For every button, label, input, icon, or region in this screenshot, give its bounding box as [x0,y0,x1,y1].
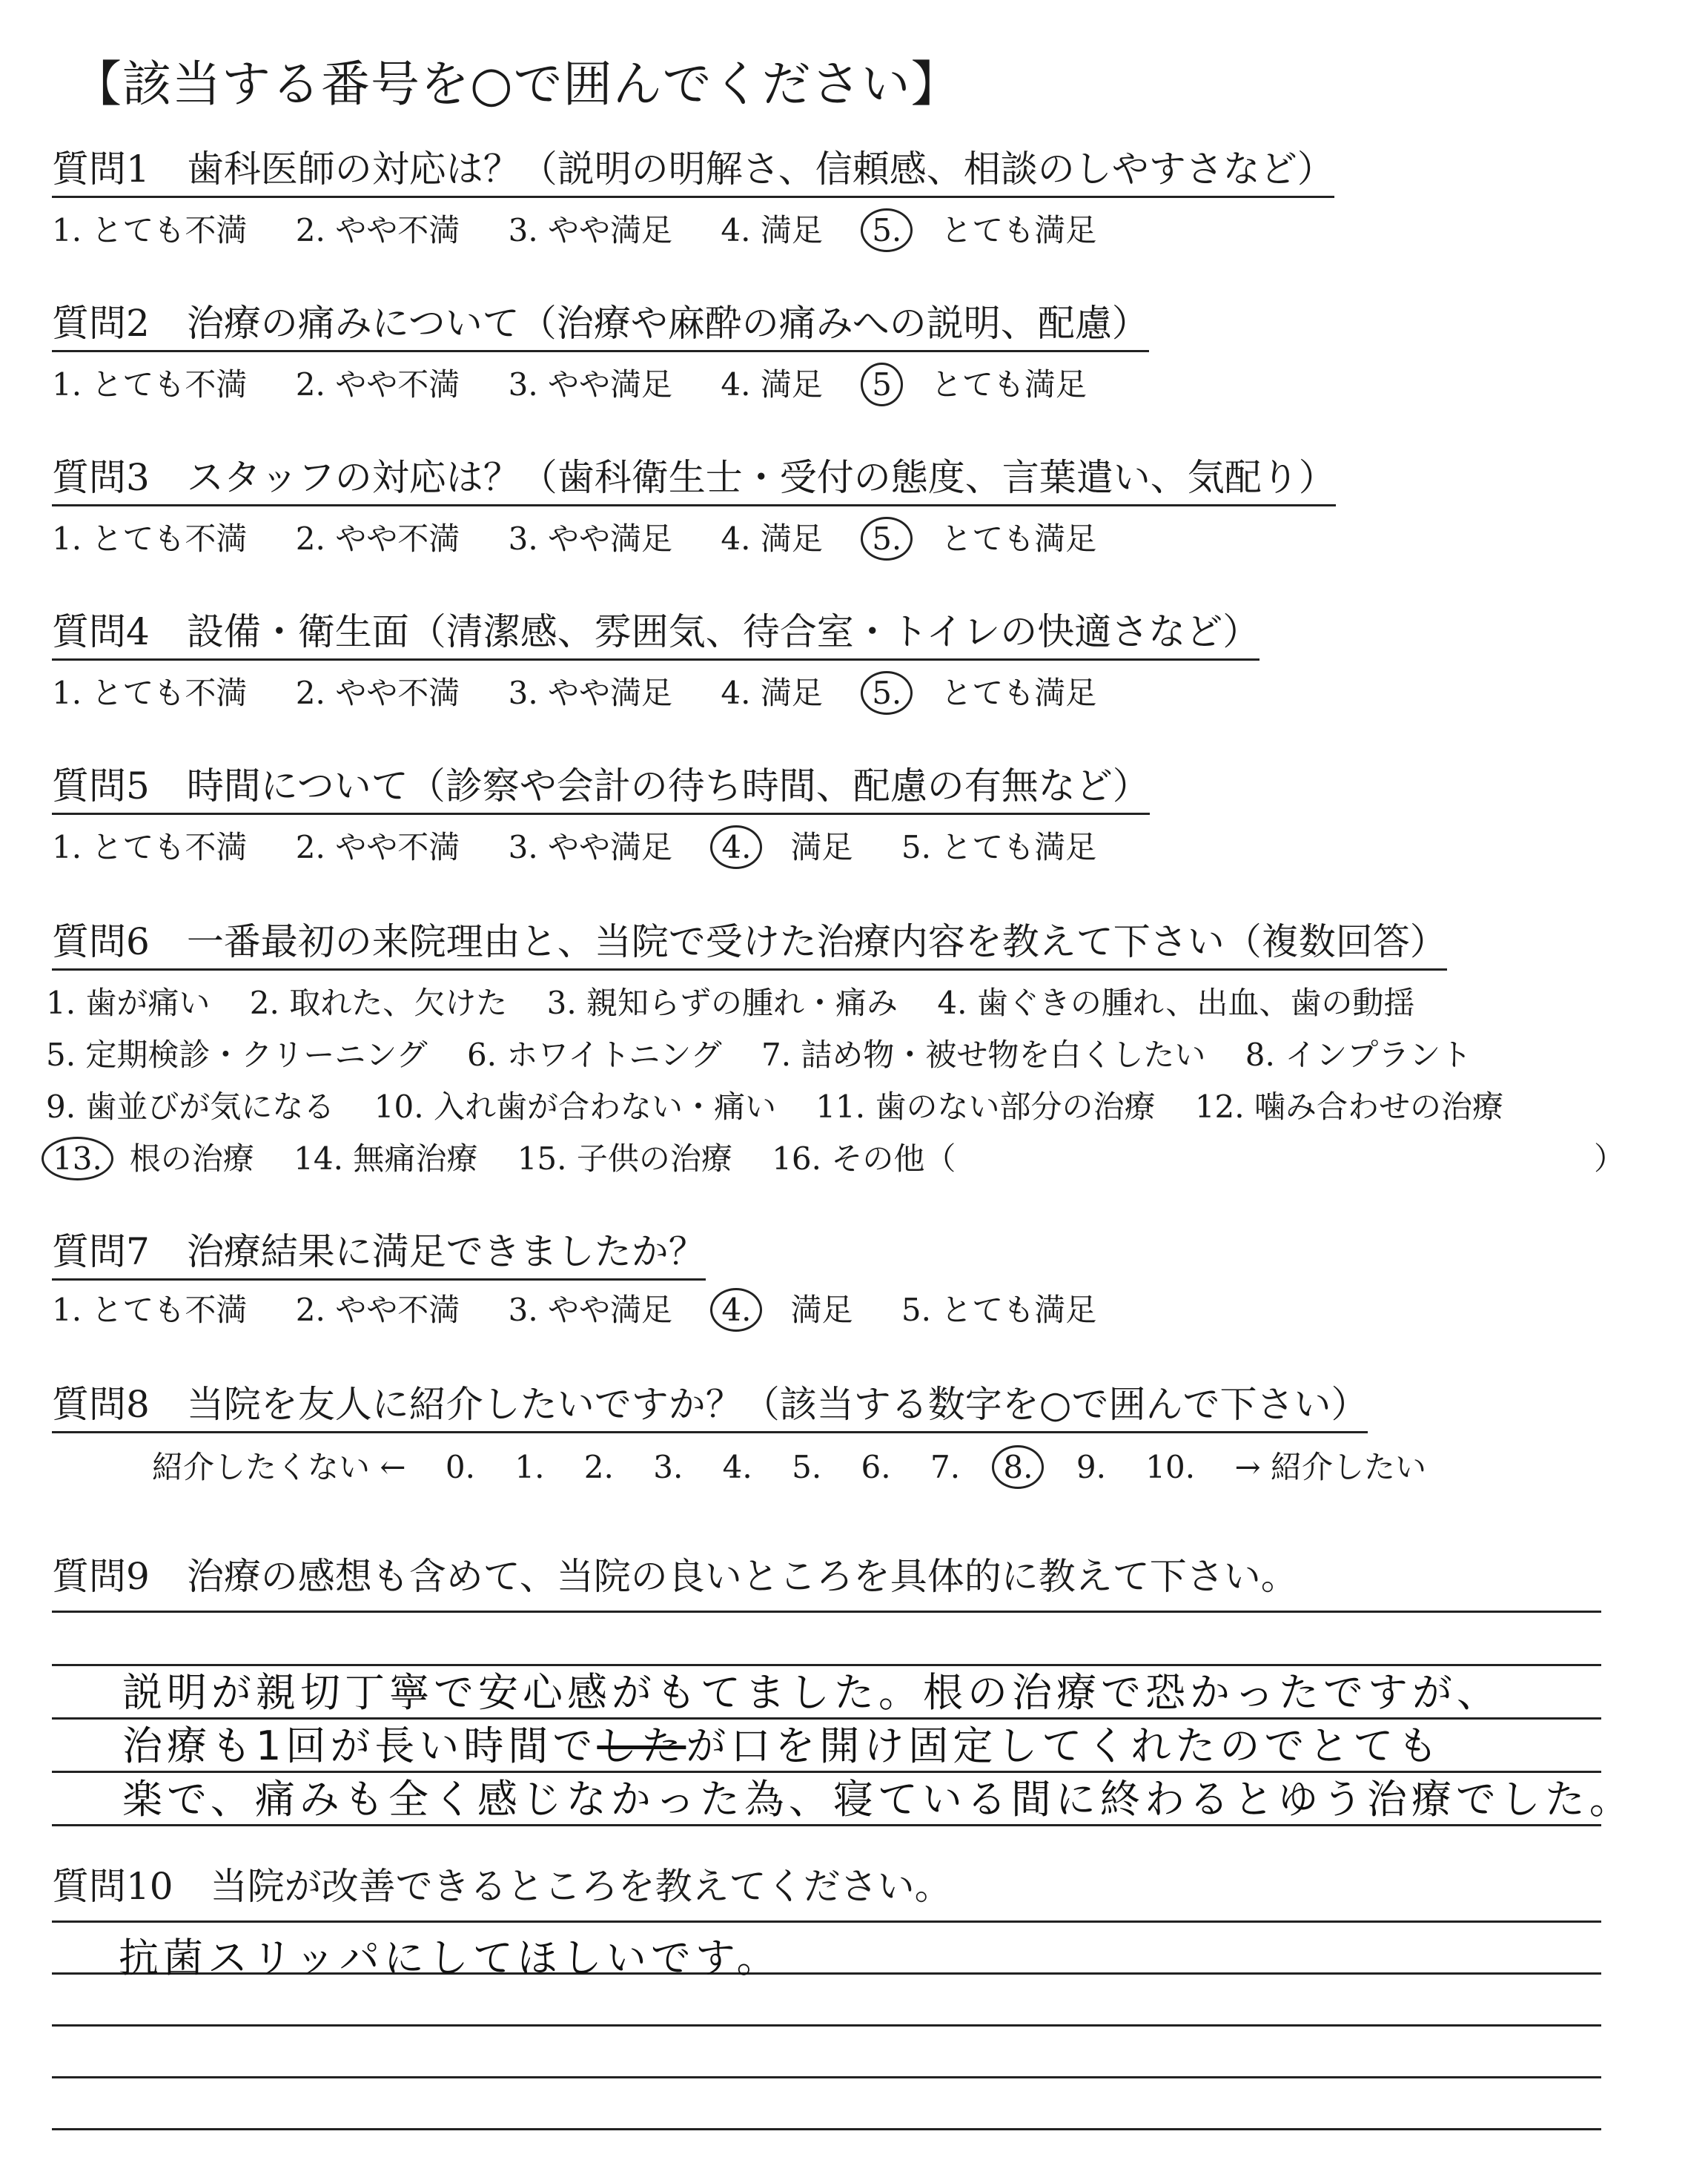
q6-row-2 [46,1031,1501,1075]
option-1[interactable]: 1. とても不満 [52,675,248,711]
q8-scale [152,1443,1456,1489]
scale-number[interactable]: 10. [1145,1449,1196,1485]
option-2[interactable]: 2. やや不満 [295,212,460,248]
option-1[interactable]: 1. とても不満 [52,366,248,403]
q6-option[interactable]: 10. 入れ歯が合わない・痛い [374,1089,776,1125]
q10-answer[interactable]: 抗菌スリッパにしてほしいです。 [119,1935,781,1981]
option-4-label: 満足 [790,829,853,865]
q9-answer-text: が口を開け固定してくれたのでとても [686,1723,1443,1769]
option-5-label: とても満足 [941,675,1097,711]
scale-number[interactable]: 0. [445,1449,475,1485]
question-text: 当院が改善できるところを教えてください。 [210,1865,952,1908]
answer-line [52,2128,1601,2130]
q9-crossed-out-text: した [597,1723,686,1769]
option-1[interactable]: 1. とても不満 [52,1292,248,1328]
q9-answer-line-2[interactable] [122,1714,1442,1771]
selected-option-circle[interactable]: 5 [861,363,903,406]
q6-option[interactable]: 3. 親知らずの腫れ・痛み [546,985,898,1021]
q6-row-4 [46,1135,985,1180]
question-1-options [52,206,1096,252]
q6-option[interactable]: 根の治療 [129,1140,254,1177]
selected-option-circle[interactable]: 5. [861,517,913,561]
question-7-title [52,1231,706,1281]
option-4[interactable]: 4. 満足 [721,675,823,711]
question-text: 治療の感想も含めて、当院の良いところを具体的に教えて下さい。 [186,1555,1298,1598]
q6-option[interactable]: 7. 詰め物・被せ物を白くしたい [761,1037,1206,1073]
q9-answer-text: 治療も1回が長い時間で [122,1723,598,1769]
question-6-title [52,921,1447,971]
q9-answer-text: ている間に終わるとゆう治療でした。 [877,1776,1634,1823]
question-label: 質問6 [52,920,150,963]
option-5-label: とても満足 [930,366,1087,403]
question-2-options [52,360,1087,406]
q9-answer-line-3[interactable] [122,1768,1634,1825]
q6-option[interactable]: 8. インプラント [1245,1037,1472,1073]
scale-number[interactable]: 7. [930,1449,961,1485]
scale-number[interactable]: 3. [653,1449,683,1485]
q6-option-other[interactable]: 16. その他（ [772,1140,956,1177]
scale-left-label: 紹介したくない ← [152,1449,406,1485]
option-3[interactable]: 3. やや満足 [508,521,673,557]
option-5[interactable]: 5. とても満足 [901,1292,1097,1328]
option-5[interactable]: 5. とても満足 [901,829,1097,865]
question-text: 治療結果に満足できましたか？ [186,1230,706,1273]
option-2[interactable]: 2. やや不満 [295,675,460,711]
question-label: 質問1 [52,148,150,191]
question-10-title [52,1857,952,1910]
question-5-title [52,765,1150,815]
q6-option[interactable]: 2. 取れた、欠けた [249,985,508,1021]
selected-option-circle[interactable]: 8. [992,1445,1044,1489]
selected-option-circle[interactable]: 5. [861,208,913,252]
selected-option-circle[interactable]: 13. [42,1137,113,1180]
question-label: 質問4 [52,610,150,653]
q9-answer-line-1[interactable]: 説明が親切丁寧で安心感がもてました。根の治療で恐かったですが、 [122,1669,1501,1716]
option-3[interactable]: 3. やや満足 [508,675,673,711]
option-3[interactable]: 3. やや満足 [508,829,673,865]
question-5-options [52,823,1135,869]
question-8-title [52,1384,1368,1433]
selected-option-circle[interactable]: 4. [710,825,762,869]
q6-row-1 [46,979,1444,1023]
scale-number[interactable]: 2. [583,1449,614,1485]
scale-number[interactable]: 4. [722,1449,752,1485]
question-label: 質問10 [52,1865,173,1908]
answer-line [52,2024,1601,2027]
scale-number[interactable]: 6. [861,1449,891,1485]
q6-option[interactable]: 6. ホワイトニング [466,1037,722,1073]
selected-option-circle[interactable]: 5. [861,671,913,715]
page-title: 【該当する番号を○で囲んでください】 [73,56,961,113]
question-label: 質問9 [52,1555,150,1598]
question-text: 時間について（診察や会計の待ち時間、配慮の有無など） [186,764,1150,807]
q6-row-3 [46,1083,1533,1127]
question-2-title [52,303,1149,352]
question-9-title [52,1547,1298,1600]
option-4[interactable]: 4. 満足 [721,212,823,248]
scale-number[interactable]: 5. [792,1449,822,1485]
question-label: 質問7 [52,1230,150,1273]
q6-option[interactable]: 15. 子供の治療 [517,1140,732,1177]
q6-option[interactable]: 4. 歯ぐきの腫れ、出血、歯の動揺 [937,985,1415,1021]
question-text: 歯科医師の対応は？（説明の明解さ、信頼感、相談のしやすさなど） [186,148,1334,191]
option-5-label: とても満足 [941,212,1097,248]
option-3[interactable]: 3. やや満足 [508,212,673,248]
option-1[interactable]: 1. とても不満 [52,829,248,865]
q6-option[interactable]: 1. 歯が痛い [46,985,211,1021]
question-4-title [52,611,1260,661]
question-text: 設備・衛生面（清潔感、雰囲気、待合室・トイレの快適さなど） [186,610,1260,653]
scale-right-label: → 紹介したい [1234,1449,1426,1485]
option-3[interactable]: 3. やや満足 [508,366,673,403]
option-2[interactable]: 2. やや不満 [295,829,460,865]
q6-option[interactable]: 14. 無痛治療 [294,1140,478,1177]
question-label: 質問3 [52,456,150,499]
q6-option[interactable]: 9. 歯並びが気になる [46,1089,335,1125]
question-label: 質問8 [52,1383,150,1426]
question-1-title [52,148,1334,198]
selected-option-circle[interactable]: 4. [710,1288,762,1332]
question-3-options [52,515,1096,561]
option-1[interactable]: 1. とても不満 [52,521,248,557]
option-2[interactable]: 2. やや不満 [295,521,460,557]
question-label: 質問2 [52,302,150,345]
question-4-options [52,669,1096,715]
option-1[interactable]: 1. とても不満 [52,212,248,248]
option-4[interactable]: 4. 満足 [721,521,823,557]
question-3-title [52,457,1336,506]
option-2[interactable]: 2. やや不満 [295,1292,460,1328]
q6-option[interactable]: 12. 噛み合わせの治療 [1194,1089,1503,1125]
q9-answer-text: 楽で、痛みも全く感じなかった為、寝 [122,1776,878,1823]
scale-number[interactable]: 1. [514,1449,545,1485]
q6-option[interactable]: 5. 定期検診・クリーニング [46,1037,428,1073]
q6-other-close-paren: ） [1594,1140,1626,1177]
question-text: スタッフの対応は？（歯科衛生士・受付の態度、言葉遣い、気配り） [186,456,1336,499]
question-text: 一番最初の来院理由と、当院で受けた治療内容を教えて下さい（複数回答） [186,920,1447,963]
option-4[interactable]: 4. 満足 [721,366,823,403]
question-label: 質問5 [52,764,150,807]
option-3[interactable]: 3. やや満足 [508,1292,673,1328]
answer-line [52,1611,1601,1613]
question-7-options [52,1286,1135,1332]
scale-number[interactable]: 9. [1076,1449,1106,1485]
question-text: 治療の痛みについて（治療や麻酔の痛みへの説明、配慮） [186,302,1149,345]
option-2[interactable]: 2. やや不満 [295,366,460,403]
option-5-label: とても満足 [941,521,1097,557]
answer-line [52,2076,1601,2078]
question-text: 当院を友人に紹介したいですか？（該当する数字を○で囲んで下さい） [186,1383,1368,1426]
answer-line [52,1920,1601,1923]
q6-option[interactable]: 11. 歯のない部分の治療 [815,1089,1156,1125]
option-4-label: 満足 [790,1292,853,1328]
